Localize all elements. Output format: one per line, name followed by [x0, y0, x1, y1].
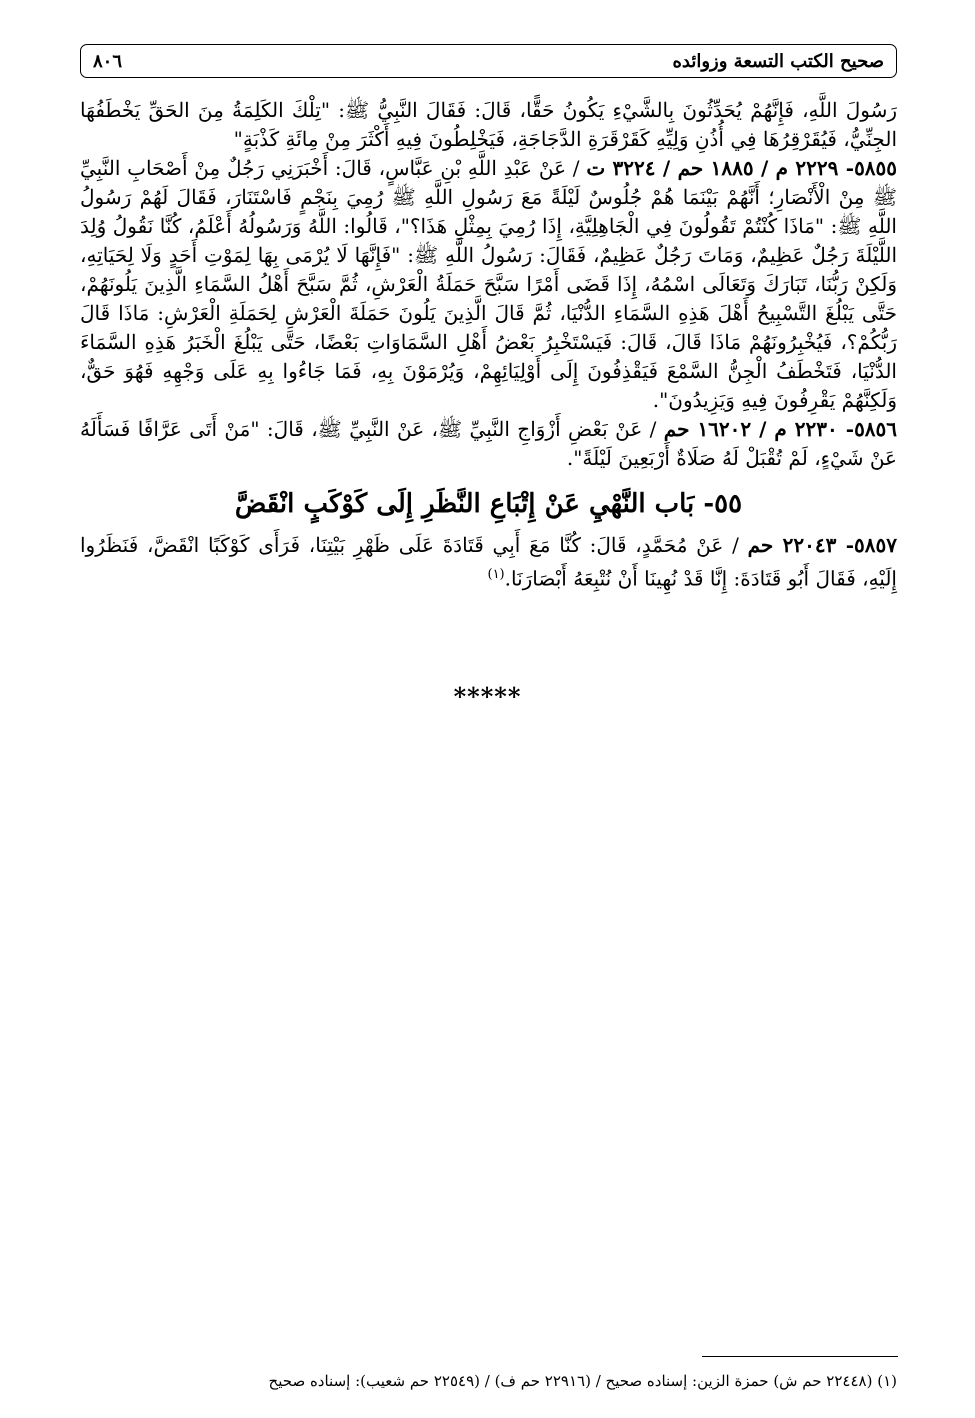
footnote: (١) (٢٢٤٤٨ حم ش) حمزة الزين: إسناده صحيح / (٢٢٩١٦ حم ف) / (٢٢٥٤٩ حم شعيب): إسناده صحيح — [268, 1372, 897, 1390]
hadith-5856 — [80, 415, 897, 473]
hadith-number: ٥٨٥٦- ٢٢٣٠ م / ١٦٢٠٢ حم — [663, 417, 898, 441]
hadith-number: ٥٨٥٥- ٢٢٢٩ م / ١٨٨٥ حم / ٣٢٢٤ ت — [586, 156, 898, 180]
hadith-text: / عَنْ بَعْضِ أَزْوَاجِ النَّبِيِّ ﷺ، عَنْ النَّبِيِّ ﷺ، قَالَ: "مَنْ أَتَى عَرَّافًا فَسَأَلَهُ عَنْ شَيْءٍ، لَمْ تُقْبَلْ لَهُ صَلَاةٌ أَرْبَعِينَ لَيْلَةً". — [80, 417, 897, 470]
book-title: صحيح الكتب التسعة وزوائده — [672, 50, 884, 72]
page-header — [80, 44, 897, 78]
page-body — [80, 96, 897, 594]
hadith-5855 — [80, 154, 897, 415]
chapter-title: ٥٥- بَاب النَّهْيِ عَنْ إِتْبَاعِ النَّظَرِ إِلَى كَوْكَبٍ انْقَضَّ — [234, 489, 743, 519]
hadith-text: / عَنْ مُحَمَّدٍ، قَالَ: كُنَّا مَعَ أَبِي قَتَادَةَ عَلَى ظَهْرِ بَيْتِنَا، فَرَأَى كَوْكَبًا انْقَضَّ، فَنَظَرُوا إِلَيْهِ، فَقَالَ أَبُو قَتَادَةَ: إِنَّا قَدْ نُهِينَا أَنْ نُتْبِعَهُ أَبْصَارَنَا. — [80, 533, 897, 591]
continuation-paragraph: رَسُولَ اللَّهِ، فَإِنَّهُمْ يُحَدِّثُونَ بِالشَّيْءِ يَكُونُ حَقًّا، قَالَ: فَقَالَ النَّبِيُّ ﷺ: "تِلْكَ الكَلِمَةُ مِنَ الحَقِّ يَخْطَفُهَا الجِنِّيُّ، فَيُقَرْقِرُهَا فِي أُذُنِ وَلِيِّهِ كَقَرْقَرَةِ الدَّجَاجَةِ، فَيَخْلِطُونَ فِيهِ أَكْثَرَ مِنْ مِائَةِ كَذْبَةٍ" — [80, 98, 897, 151]
page-number: ٨٠٦ — [93, 50, 123, 72]
hadith-text: / عَنْ عَبْدِ اللَّهِ بْنِ عَبَّاسٍ، قَالَ: أَخْبَرَنِي رَجُلٌ مِنْ أَصْحَابِ النَّبِيِّ ﷺ مِنْ الْأَنْصَارِ؛ أَنَّهُمْ بَيْنَمَا هُمْ جُلُوسٌ لَيْلَةً مَعَ رَسُولِ اللَّهِ ﷺ رُمِيَ بِنَجْمٍ فَاسْتَنَارَ، فَقَالَ لَهُمْ رَسُولُ اللَّهِ ﷺ: "مَاذَا كُنْتُمْ تَقُولُونَ فِي الْجَاهِلِيَّةِ، إِذَا رُمِيَ بِمِثْلِ هَذَا؟"، قَالُوا: اللَّهُ وَرَسُولُهُ أَعْلَمُ، كُنَّا نَقُولُ وُلِدَ اللَّيْلَةَ رَجُلٌ عَظِيمٌ، وَمَاتَ رَجُلٌ عَظِيمٌ، فَقَالَ: رَسُولُ اللَّهِ ﷺ: "فَإِنَّهَا لَا يُرْمَى بِهَا لِمَوْتِ أَحَدٍ وَلَا لِحَيَاتِهِ، وَلَكِنْ رَبُّنَا، تَبَارَكَ وَتَعَالَى اسْمُهُ، إِذَا قَضَى أَمْرًا سَبَّحَ حَمَلَةُ الْعَرْشِ، ثُمَّ سَبَّحَ أَهْلُ السَّمَاءِ الَّذِينَ يَلُونَهُمْ، حَتَّى يَبْلُغَ التَّسْبِيحُ أَهْلَ هَذِهِ السَّمَاءِ الدُّنْيَا، ثُمَّ قَالَ الَّذِينَ يَلُونَ حَمَلَةَ الْعَرْشِ لِحَمَلَةِ الْعَرْشِ: مَاذَا قَالَ رَبُّكُمْ؟، فَيُخْبِرُونَهُمْ مَاذَا قَالَ، قَالَ: فَيَسْتَخْبِرُ بَعْضُ أَهْلِ السَّمَاوَاتِ بَعْضًا، حَتَّى يَبْلُغَ الْخَبَرُ هَذِهِ السَّمَاءَ الدُّنْيَا، فَتَخْطَفُ الْجِنُّ السَّمْعَ فَيَقْذِفُونَ إِلَى أَوْلِيَائِهِمْ، وَيُرْمَوْنَ بِهِ، فَمَا جَاءُوا بِهِ عَلَى وَجْهِهِ فَهُوَ حَقٌّ، وَلَكِنَّهُمْ يَقْرِفُونَ فِيهِ وَيَزِيدُونَ". — [80, 156, 897, 412]
hadith-number: ٥٨٥٧- ٢٢٠٤٣ حم — [747, 533, 898, 557]
hadith-5857 — [80, 531, 897, 594]
footnote-divider — [702, 1356, 898, 1357]
footnote-reference: (١) — [487, 567, 505, 582]
section-separator: ***** — [453, 682, 522, 711]
